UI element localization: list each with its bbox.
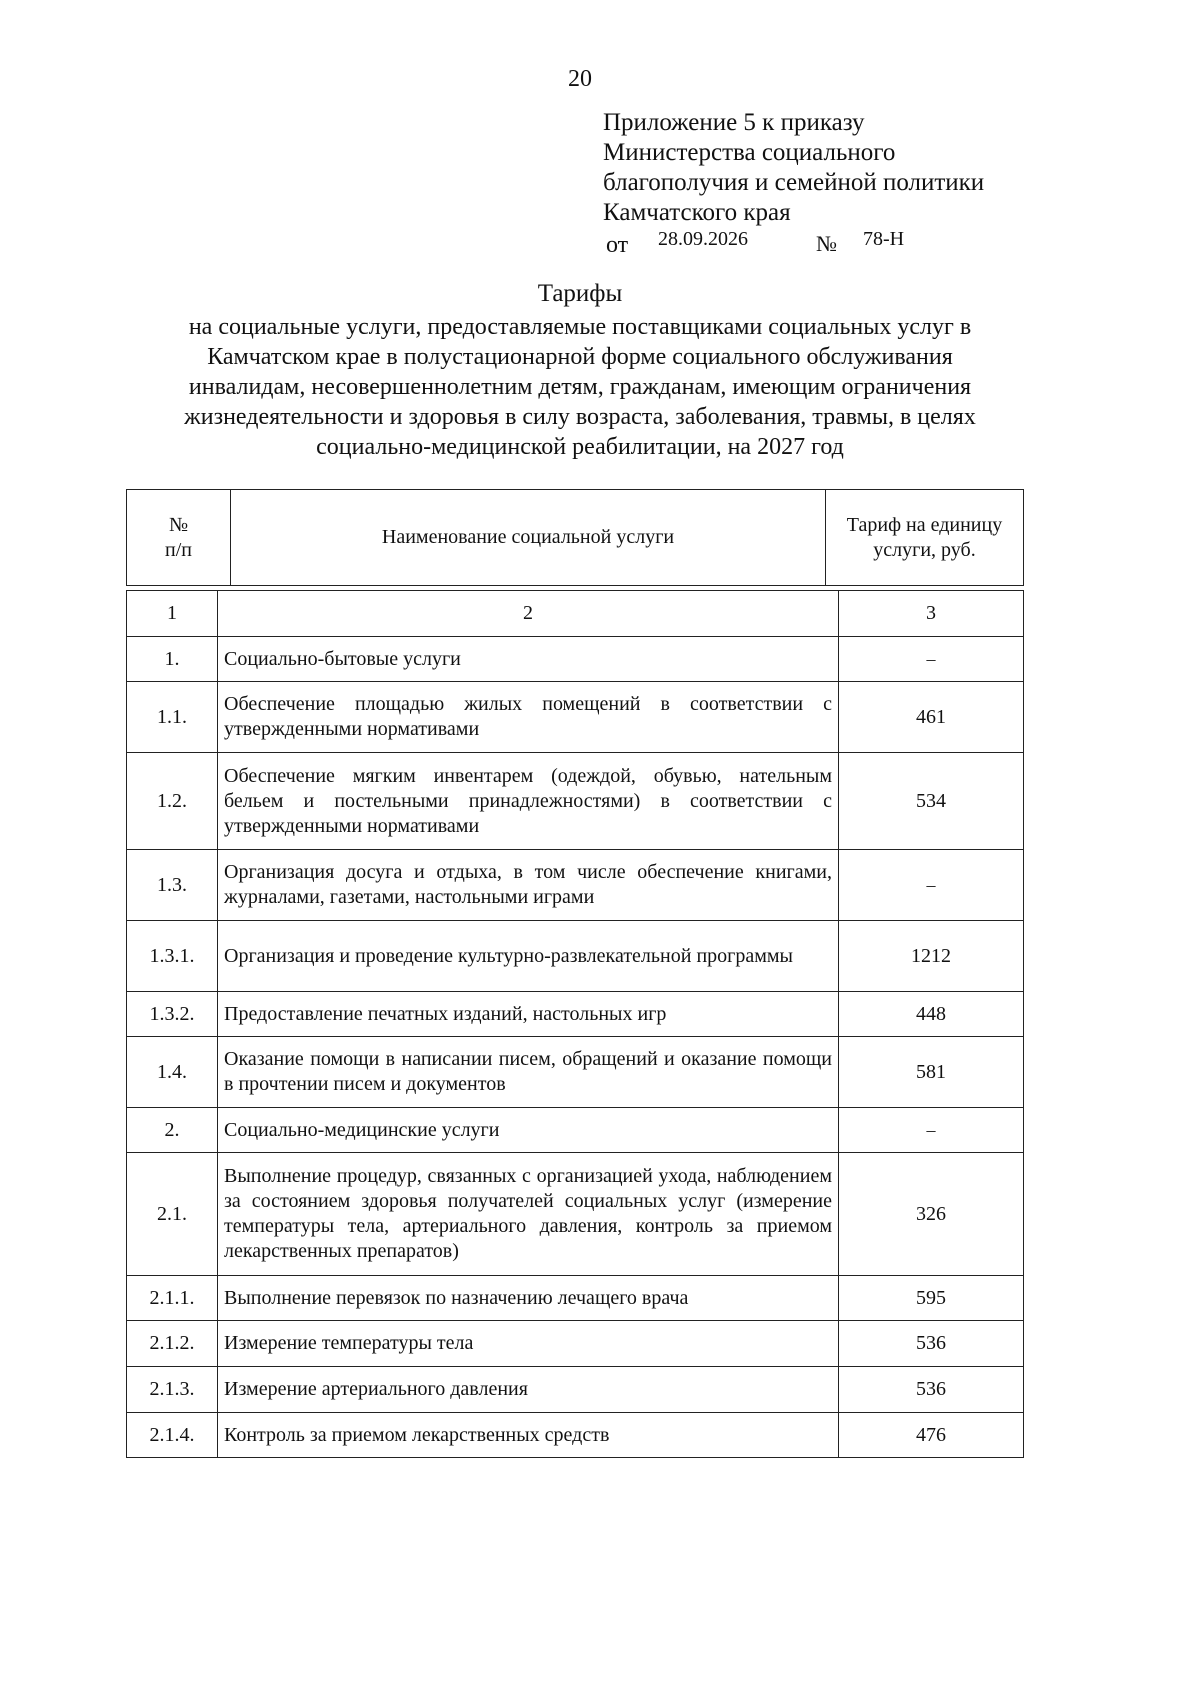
page-number: 20 [568,66,592,92]
number-sign: № [816,231,837,256]
table-row [127,682,1024,753]
subtitle-line: социально-медицинской реабилитации, на 2027 год [316,434,844,460]
tariff-value: 536 [839,1321,1024,1367]
header-tariff-text: Тариф на единицу услуги, руб. [846,513,1003,561]
table-row [127,921,1024,992]
subtitle-line: инвалидам, несовершеннолетним детям, гражданам, имеющим ограничения [188,374,972,400]
order-number: 78-Н [863,228,905,250]
order-date: 28.09.2026 [658,228,748,250]
appendix-line: Камчатского края [603,199,791,226]
tariff-value: – [839,850,1024,921]
subtitle-line: жизнедеятельности и здоровья в силу возраста, заболевания, травмы, в целях [184,404,976,430]
row-number: 2.1. [127,1153,218,1276]
service-name: Оказание помощи в написании писем, обращений и оказание помощи в прочтении писем и документов [218,1037,839,1108]
tariff-value: 461 [839,682,1024,753]
tariff-value: 1212 [839,921,1024,992]
service-name: Обеспечение площадью жилых помещений в соответствии с утвержденными нормативами [218,682,839,753]
document-title: Тарифы [537,280,623,307]
appendix-line: благополучия и семейной политики [603,169,985,196]
service-name: Организация досуга и отдыха, в том числе обеспечение книгами, журналами, газетами, настольными играми [218,850,839,921]
row-number: 1.3.2. [127,992,218,1037]
tariff-table-body [127,591,1024,1458]
tariff-table [126,590,1024,1458]
table-row [127,753,1024,850]
table-row [127,637,1024,682]
service-name: Организация и проведение культурно-развлекательной программы [218,921,839,992]
header-num [127,490,231,586]
row-number: 2.1.4. [127,1413,218,1458]
row-number: 1.1. [127,682,218,753]
header-name: Наименование социальной услуги [231,490,826,586]
service-name: Социально-бытовые услуги [218,637,839,682]
row-number: 1. [127,637,218,682]
table-row [127,992,1024,1037]
tariff-value: 581 [839,1037,1024,1108]
table-row [127,1108,1024,1153]
service-name: Измерение артериального давления [218,1367,839,1413]
subtitle-line: Камчатском крае в полустационарной форме социального обслуживания [207,344,953,370]
tariff-table-header [126,489,1024,586]
service-name: Контроль за приемом лекарственных средств [218,1413,839,1458]
table-row [127,1276,1024,1321]
tariff-value: – [839,1108,1024,1153]
tariff-value: 448 [839,992,1024,1037]
column-number: 2 [218,591,839,637]
column-number: 3 [839,591,1024,637]
service-name: Обеспечение мягким инвентарем (одеждой, обувью, нательным бельем и постельными принадлежностями) в соответствии с утвержденными нормативами [218,753,839,850]
appendix-block [603,108,984,228]
header-num-text: № п/п [165,513,192,561]
service-name: Предоставление печатных изданий, настольных игр [218,992,839,1037]
row-number: 2.1.3. [127,1367,218,1413]
appendix-line: Министерства социального [603,139,896,166]
table-row [127,850,1024,921]
service-name: Социально-медицинские услуги [218,1108,839,1153]
header-tariff [826,490,1024,586]
row-number: 1.2. [127,753,218,850]
service-name: Выполнение процедур, связанных с организацией ухода, наблюдением за состоянием здоровья получателей социальных услуг (измерение температуры тела, артериального давления, контроль за приемом лекарственных препаратов) [218,1153,839,1276]
tariff-value: 476 [839,1413,1024,1458]
column-number-row [127,591,1024,637]
table-row [127,1153,1024,1276]
table-row [127,1037,1024,1108]
row-number: 1.3.1. [127,921,218,992]
table-row [127,1367,1024,1413]
header-row [127,490,1024,586]
subtitle-line: на социальные услуги, предоставляемые поставщиками социальных услуг в [188,314,972,340]
service-name: Измерение температуры тела [218,1321,839,1367]
column-number: 1 [127,591,218,637]
tariff-value: 595 [839,1276,1024,1321]
service-name: Выполнение перевязок по назначению лечащего врача [218,1276,839,1321]
tariff-value: 536 [839,1367,1024,1413]
row-number: 2.1.1. [127,1276,218,1321]
row-number: 1.4. [127,1037,218,1108]
tariff-value: 534 [839,753,1024,850]
row-number: 1.3. [127,850,218,921]
from-label: от [606,232,629,258]
appendix-line: Приложение 5 к приказу [603,109,865,136]
table-row [127,1321,1024,1367]
tariff-value: – [839,637,1024,682]
row-number: 2. [127,1108,218,1153]
tariff-value: 326 [839,1153,1024,1276]
document-subtitle [126,312,1034,462]
row-number: 2.1.2. [127,1321,218,1367]
table-row [127,1413,1024,1458]
